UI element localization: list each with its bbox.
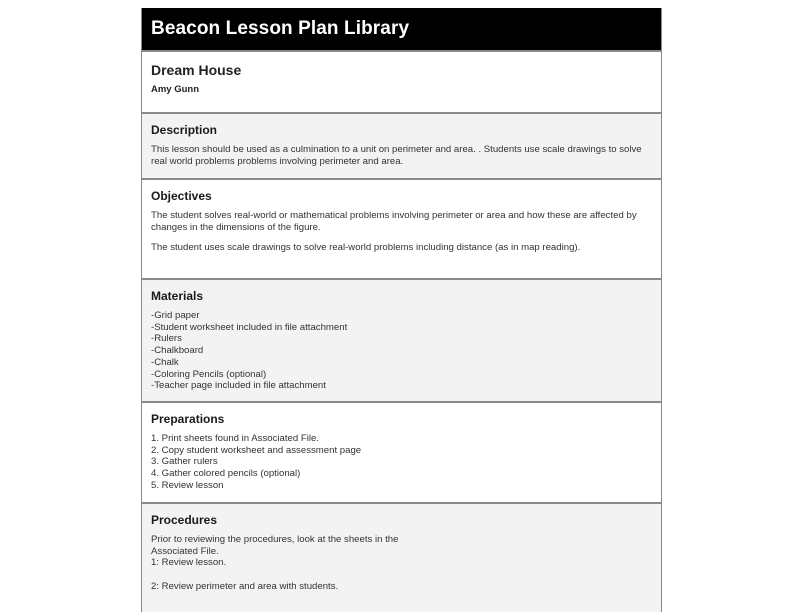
description-text: This lesson should be used as a culmination to a unit on perimeter and area. . Students use scale drawings to solve real world problems problems involving perimeter and area. <box>151 144 642 167</box>
site-banner <box>142 8 661 50</box>
lesson-plan-page <box>141 8 662 612</box>
preparations-list <box>151 433 652 492</box>
preparation-item: 4. Gather colored pencils (optional) <box>151 468 301 480</box>
description-heading: Description <box>151 123 218 137</box>
objectives-section <box>142 178 661 278</box>
procedure-line: Associated File. <box>151 545 219 557</box>
preparation-item: 5. Review lesson <box>151 479 224 491</box>
material-item: -Grid paper <box>151 310 200 321</box>
lesson-title-block <box>142 50 661 112</box>
procedure-spacer <box>151 569 652 581</box>
objectives-heading: Objectives <box>151 189 212 203</box>
materials-list <box>151 310 652 392</box>
description-section <box>142 112 661 178</box>
materials-heading: Materials <box>151 289 204 303</box>
procedure-line: Prior to reviewing the procedures, look at the sheets in the <box>151 534 399 545</box>
material-item: -Rulers <box>151 333 182 345</box>
preparation-item: 3. Gather rulers <box>151 456 218 468</box>
procedures-text <box>151 534 652 593</box>
materials-section <box>142 278 661 401</box>
material-item: -Student worksheet included in file attachment <box>151 321 348 333</box>
material-item: -Coloring Pencils (optional) <box>151 368 267 380</box>
site-title: Beacon Lesson Plan Library <box>151 18 410 39</box>
preparations-section <box>142 401 661 502</box>
procedures-section <box>142 502 661 612</box>
lesson-title: Dream House <box>151 62 242 78</box>
procedure-line: 1: Review lesson. <box>151 557 227 569</box>
objective-item: The student uses scale drawings to solve real-world problems including distance (as in map reading). <box>151 242 581 254</box>
preparations-heading: Preparations <box>151 412 225 426</box>
material-item: -Chalk <box>151 356 179 368</box>
material-item: -Teacher page included in file attachment <box>151 380 326 392</box>
lesson-author: Amy Gunn <box>151 84 200 95</box>
procedures-heading: Procedures <box>151 513 218 527</box>
preparation-item: 2. Copy student worksheet and assessment page <box>151 444 362 456</box>
procedure-line: 2: Review perimeter and area with students. <box>151 580 339 592</box>
preparation-item: 1. Print sheets found in Associated File. <box>151 433 319 444</box>
material-item: -Chalkboard <box>151 345 204 357</box>
objective-item: The student solves real-world or mathematical problems involving perimeter or area and how these are affected by changes in the dimensions of the figure. <box>151 210 637 233</box>
